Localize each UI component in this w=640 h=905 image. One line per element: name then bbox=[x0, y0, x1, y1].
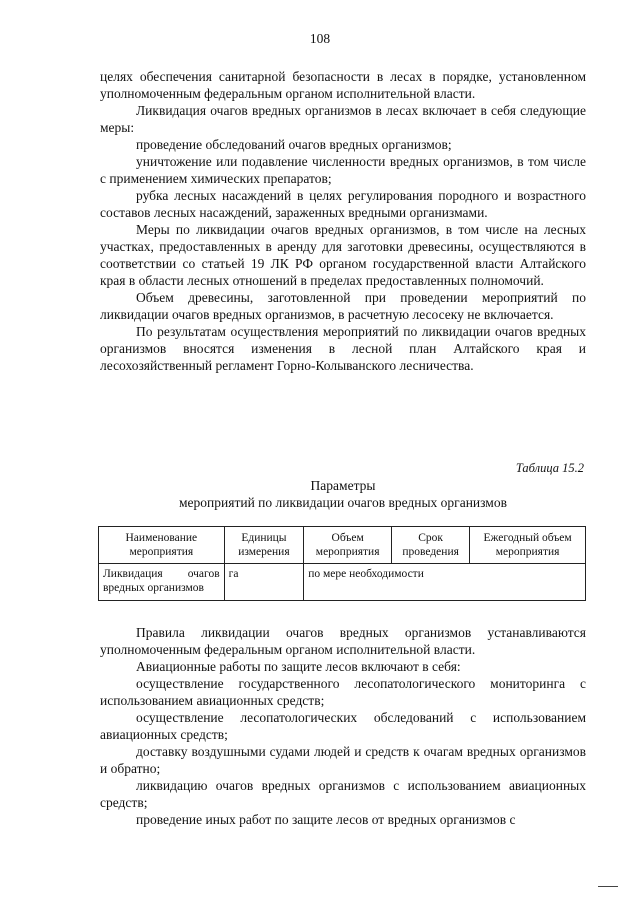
paragraph: целях обеспечения санитарной безопасности в лесах в порядке, установленном уполномоченным федеральным органом исполнительной власти. bbox=[100, 69, 586, 101]
body-text-bottom bbox=[100, 624, 586, 828]
paragraph: доставку воздушными судами людей и средств к очагам вредных организмов и обратно; bbox=[100, 744, 586, 776]
table-header-row bbox=[99, 527, 586, 564]
paragraph: осуществление государственного лесопатологического мониторинга с использованием авиационных средств; bbox=[100, 676, 586, 708]
paragraph: проведение иных работ по защите лесов от вредных организмов с bbox=[136, 812, 516, 827]
table-row bbox=[99, 564, 586, 601]
table-title: Параметры bbox=[310, 478, 376, 493]
page-number: 108 bbox=[309, 31, 331, 46]
paragraph: Ликвидация очагов вредных организмов в лесах включает в себя следующие меры: bbox=[100, 103, 586, 135]
paragraph: По результатам осуществления мероприятий по ликвидации очагов вредных организмов вносятся изменения в лесной план Алтайского края и лесохозяйственный регламент Горно-Колыванского лесничества. bbox=[100, 324, 586, 373]
paragraph: Объем древесины, заготовленной при проведении мероприятий по ликвидации очагов вредных организмов, в расчетную лесосеку не включается. bbox=[100, 290, 586, 322]
header-cell: Единицы измерения bbox=[224, 527, 304, 564]
table-cell-unit: га bbox=[224, 564, 304, 601]
paragraph: Авиационные работы по защите лесов включают в себя: bbox=[136, 659, 461, 674]
table-cell-name: Ликвидация очагов вредных организмов bbox=[99, 564, 225, 601]
paragraph: проведение обследований очагов вредных организмов; bbox=[136, 137, 452, 152]
body-text-top bbox=[100, 68, 586, 374]
corner-mark bbox=[598, 886, 618, 887]
header-cell: Объем мероприятия bbox=[304, 527, 392, 564]
paragraph: Правила ликвидации очагов вредных организмов устанавливаются уполномоченным федеральным органом исполнительной власти. bbox=[100, 625, 586, 657]
paragraph: рубка лесных насаждений в целях регулирования породного и возрастного составов лесных насаждений, зараженных вредными организмами. bbox=[100, 188, 586, 220]
table-label: Таблица 15.2 bbox=[515, 461, 584, 475]
table-subtitle: мероприятий по ликвидации очагов вредных организмов bbox=[179, 495, 507, 510]
header-cell: Ежегодный объем мероприятия bbox=[470, 527, 586, 564]
paragraph: ликвидацию очагов вредных организмов с использованием авиационных средств; bbox=[100, 778, 586, 810]
paragraph: уничтожение или подавление численности вредных организмов, в том числе с применением химических препаратов; bbox=[100, 154, 586, 186]
paragraph: осуществление лесопатологических обследований с использованием авиационных средств; bbox=[100, 710, 586, 742]
header-cell: Срок проведения bbox=[392, 527, 470, 564]
header-cell: Наименование мероприятия bbox=[99, 527, 225, 564]
parameters-table bbox=[98, 526, 586, 601]
table-cell-volume: по мере необходимости bbox=[304, 564, 586, 601]
paragraph: Меры по ликвидации очагов вредных организмов, в том числе на лесных участках, предоставленных в аренду для заготовки древесины, осуществляются в соответствии со статьей 19 ЛК РФ органом государственной власти Алтайского края в области лесных отношений в пределах предоставленных полномочий. bbox=[100, 222, 586, 288]
